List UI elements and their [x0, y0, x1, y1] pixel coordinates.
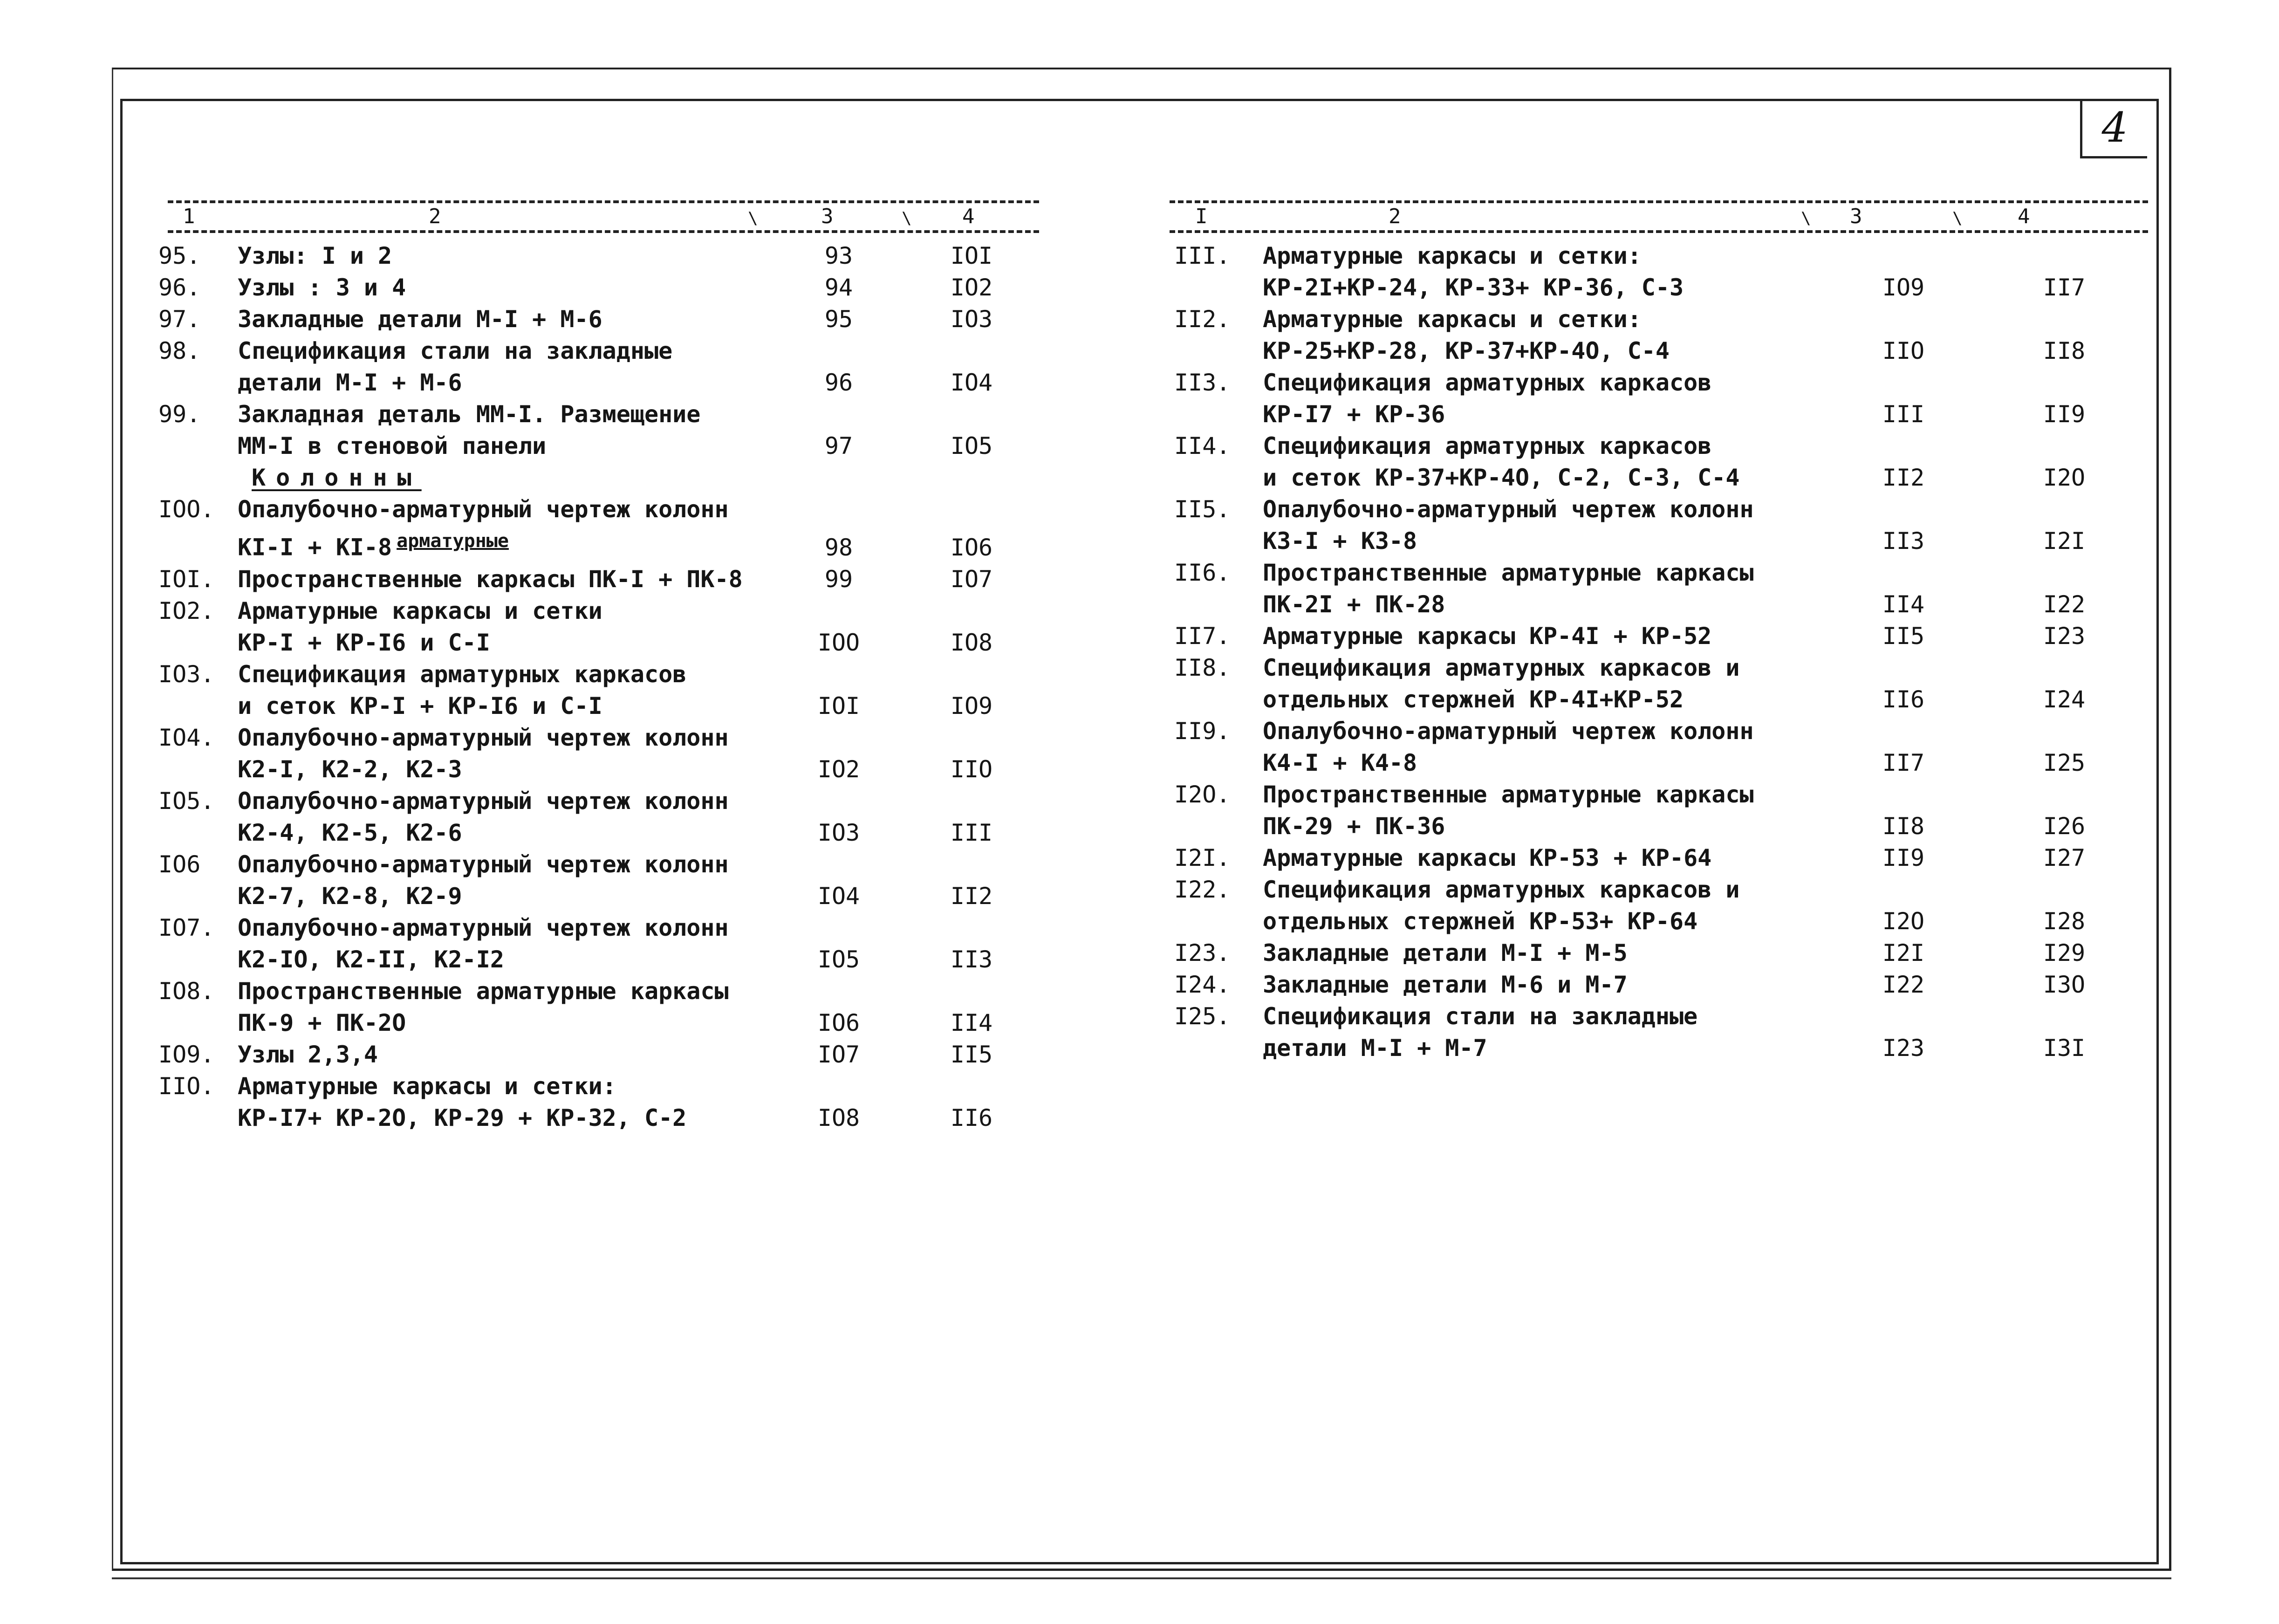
row-number: II5.	[1174, 496, 1231, 523]
left-header-col2: 2	[429, 205, 441, 228]
table-row	[1174, 367, 2153, 430]
title-line: К3-I + К3-8	[1263, 528, 1417, 555]
row-number: IO6	[158, 850, 201, 878]
page-ref: IOI	[950, 242, 993, 269]
page-ref: II7	[2043, 274, 2086, 301]
row-number: I22.	[1174, 876, 1231, 903]
sheet-number: 99	[824, 565, 853, 593]
title-line: Арматурные каркасы КР-4I + КР-52	[1263, 623, 1712, 650]
row-number: IO4.	[158, 724, 215, 751]
page-ref: II4	[950, 1009, 993, 1036]
row-title	[238, 240, 778, 272]
row-number: 96.	[158, 274, 201, 301]
page-ref: I27	[2043, 844, 2086, 871]
title-line: Спецификация арматурных каркасов	[1263, 432, 1712, 459]
sheet-number: II8	[1882, 813, 1925, 840]
page-ref: I23	[2043, 623, 2086, 650]
row-title	[1263, 303, 1831, 367]
left-contents-table	[158, 240, 1044, 1134]
left-table-header: 1 2 \ 3 \ 4	[168, 200, 1039, 233]
table-row	[158, 398, 1044, 462]
table-row	[158, 658, 1044, 722]
row-title	[1263, 1000, 1831, 1064]
sheet-number: IO2	[817, 755, 860, 783]
row-title	[1263, 779, 1831, 842]
row-title	[238, 785, 778, 849]
sheet-number: I2O	[1882, 908, 1925, 935]
row-title	[238, 849, 778, 912]
title-line: К2-4, К2-5, К2-6	[238, 819, 462, 846]
row-number: III.	[1174, 242, 1231, 269]
title-line: КI-I + КI-8	[238, 534, 392, 561]
title-line: Пространственные каркасы ПК-I + ПК-8	[238, 565, 743, 593]
table-row	[158, 785, 1044, 849]
sheet-number: 96	[824, 369, 853, 396]
row-number: II3.	[1174, 369, 1231, 396]
page-ref: I28	[2043, 908, 2086, 935]
page-ref: I2O	[2043, 464, 2086, 491]
title-line: Опалубочно-арматурный чертеж колонн	[1263, 718, 1754, 745]
sheet-number: III	[1882, 401, 1925, 428]
title-line: ПК-2I + ПК-28	[1263, 591, 1445, 618]
sheet-number: IO3	[817, 819, 860, 846]
title-line: Закладные детали М-I + М-5	[1263, 939, 1628, 966]
row-title	[238, 595, 778, 658]
page-ref	[899, 462, 1044, 493]
title-line: Опалубочно-арматурный чертеж колонн	[238, 914, 729, 941]
row-number: I2O.	[1174, 781, 1231, 808]
page-ref: III	[950, 819, 993, 846]
title-line: Пространственные арматурные каркасы	[1263, 781, 1754, 808]
title-line: детали М-I + М-6	[238, 369, 462, 396]
title-line: КР-I + КР-I6 и С-I	[238, 629, 490, 656]
handwritten-note: арматурные	[397, 530, 509, 552]
row-title	[238, 1039, 778, 1070]
sheet-number: IO8	[817, 1104, 860, 1131]
table-row	[158, 595, 1044, 658]
row-number: II2.	[1174, 306, 1231, 333]
row-title	[1263, 874, 1831, 937]
row-number: I25.	[1174, 1003, 1231, 1030]
right-header-col2: 2	[1389, 205, 1401, 228]
page-number: 4	[2101, 103, 2128, 151]
title-line: Закладные детали М-I + М-6	[238, 306, 602, 333]
table-row	[158, 272, 1044, 303]
title-line: отдельных стержней КР-53+ КР-64	[1263, 908, 1698, 935]
title-line: Пространственные арматурные каркасы	[238, 977, 729, 1005]
sheet-number: 98	[824, 534, 853, 561]
title-line: ММ-I в стеновой панели	[238, 432, 547, 459]
row-title	[1263, 969, 1831, 1000]
row-title	[1263, 557, 1831, 620]
table-row	[1174, 779, 2153, 842]
row-number: IOI.	[158, 565, 215, 593]
row-title	[238, 975, 778, 1039]
page-ref: II3	[950, 946, 993, 973]
table-row	[1174, 557, 2153, 620]
row-number: IO2.	[158, 597, 215, 624]
title-line: Спецификация стали на закладные	[238, 337, 673, 364]
title-line: К2-7, К2-8, К2-9	[238, 882, 462, 910]
title-line: Закладные детали М-6 и М-7	[1263, 971, 1628, 998]
row-title	[1263, 493, 1831, 557]
table-row	[1174, 969, 2153, 1000]
section-heading: Колонны	[252, 464, 422, 491]
table-row	[1174, 1000, 2153, 1064]
table-row	[1174, 937, 2153, 969]
title-line: К2-IO, К2-II, К2-I2	[238, 946, 504, 973]
right-header-col1: I	[1195, 205, 1208, 228]
left-header-col3: 3	[821, 205, 834, 228]
row-title	[1263, 430, 1831, 493]
sheet-number: IO9	[1882, 274, 1925, 301]
sheet-number	[778, 462, 899, 493]
sheet-number: II3	[1882, 528, 1925, 555]
row-number: II6.	[1174, 559, 1231, 586]
row-number: IO7.	[158, 914, 215, 941]
row-title	[238, 493, 778, 563]
table-row	[1174, 652, 2153, 715]
row-title	[238, 462, 778, 493]
title-line: Арматурные каркасы и сетки:	[1263, 242, 1642, 269]
table-row	[1174, 874, 2153, 937]
row-number: 97.	[158, 306, 201, 333]
row-title	[1263, 652, 1831, 715]
table-row	[158, 240, 1044, 272]
table-row	[158, 849, 1044, 912]
page-ref: I26	[2043, 813, 2086, 840]
page-ref: IO4	[950, 369, 993, 396]
title-line: КР-2I+КР-24, КР-33+ КР-36, С-3	[1263, 274, 1684, 301]
row-title	[1263, 620, 1831, 652]
title-line: ПК-29 + ПК-36	[1263, 813, 1445, 840]
right-header-col3: 3	[1850, 205, 1862, 228]
sheet-number: II4	[1882, 591, 1925, 618]
row-title	[238, 722, 778, 785]
page-ref: I29	[2043, 939, 2086, 966]
bottom-rule	[112, 1577, 2171, 1579]
row-title	[238, 658, 778, 722]
row-title	[238, 398, 778, 462]
table-row	[1174, 715, 2153, 779]
table-row	[1174, 842, 2153, 874]
sheet-number: II7	[1882, 749, 1925, 776]
title-line: Спецификация арматурных каркасов	[1263, 369, 1712, 396]
sheet-number: 97	[824, 432, 853, 459]
title-line: Опалубочно-арматурный чертеж колонн	[238, 496, 729, 523]
table-row	[1174, 620, 2153, 652]
row-number: II8.	[1174, 654, 1231, 681]
row-number: IIO.	[158, 1072, 215, 1100]
left-header-col4: 4	[962, 205, 975, 228]
title-line: Опалубочно-арматурный чертеж колонн	[238, 787, 729, 815]
title-line: Пространственные арматурные каркасы	[1263, 559, 1754, 586]
table-row	[158, 975, 1044, 1039]
page-ref: II8	[2043, 337, 2086, 364]
page-ref: I24	[2043, 686, 2086, 713]
table-row	[158, 303, 1044, 335]
title-line: КР-I7 + КР-36	[1263, 401, 1445, 428]
row-number: IO9.	[158, 1041, 215, 1068]
right-contents-table	[1174, 240, 2153, 1064]
row-number: IO8.	[158, 977, 215, 1005]
page-ref: I3I	[2043, 1035, 2086, 1062]
title-line: Опалубочно-арматурный чертеж колонн	[238, 850, 729, 878]
title-line: Арматурные каркасы КР-53 + КР-64	[1263, 844, 1712, 871]
row-number: I23.	[1174, 939, 1231, 966]
table-row	[158, 912, 1044, 975]
row-number: II7.	[1174, 623, 1231, 650]
page-ref: II5	[950, 1041, 993, 1068]
row-title	[238, 272, 778, 303]
title-line: Спецификация арматурных каркасов	[238, 660, 687, 688]
table-row	[158, 563, 1044, 595]
left-header-col1: 1	[183, 205, 195, 228]
row-title	[1263, 842, 1831, 874]
row-title	[238, 335, 778, 398]
sheet-number: I2I	[1882, 939, 1925, 966]
sheet-number: II5	[1882, 623, 1925, 650]
page-ref: IIO	[950, 755, 993, 783]
page-ref: I25	[2043, 749, 2086, 776]
sheet-number: 94	[824, 274, 853, 301]
row-title	[1263, 240, 1831, 303]
title-line: Спецификация стали на закладные	[1263, 1003, 1698, 1030]
sheet-number: IO6	[817, 1009, 860, 1036]
table-row	[1174, 303, 2153, 367]
right-table-header: I 2 \ 3 \ 4	[1170, 200, 2148, 233]
sheet-number: I23	[1882, 1035, 1925, 1062]
row-title	[1263, 715, 1831, 779]
row-title	[238, 303, 778, 335]
row-title	[1263, 937, 1831, 969]
title-line: Опалубочно-арматурный чертеж колонн	[238, 724, 729, 751]
row-number: II4.	[1174, 432, 1231, 459]
sheet-number: IOI	[817, 692, 860, 719]
title-line: К2-I, К2-2, К2-3	[238, 755, 462, 783]
row-number	[158, 462, 238, 493]
title-line: и сеток КР-37+КР-4O, С-2, С-3, С-4	[1263, 464, 1740, 491]
page-ref: I3O	[2043, 971, 2086, 998]
title-line: КР-25+КР-28, КР-37+КР-4O, С-4	[1263, 337, 1670, 364]
title-line: детали М-I + М-7	[1263, 1035, 1487, 1062]
title-line: Узлы: I и 2	[238, 242, 392, 269]
title-line: КР-I7+ КР-2O, КР-29 + КР-32, С-2	[238, 1104, 687, 1131]
page-ref: IO7	[950, 565, 993, 593]
page-ref: II6	[950, 1104, 993, 1131]
sheet-number: IO5	[817, 946, 860, 973]
page-ref: IO3	[950, 306, 993, 333]
page-ref: IO9	[950, 692, 993, 719]
title-line: Арматурные каркасы и сетки:	[238, 1072, 616, 1100]
table-row	[158, 462, 1044, 493]
title-line: отдельных стержней КР-4I+КР-52	[1263, 686, 1684, 713]
row-number: II9.	[1174, 718, 1231, 745]
row-title	[238, 1070, 778, 1134]
title-line: Узлы 2,3,4	[238, 1041, 378, 1068]
page-ref: IO6	[950, 534, 993, 561]
sheet-number: 95	[824, 306, 853, 333]
sheet-number: II9	[1882, 844, 1925, 871]
sheet-number: I22	[1882, 971, 1925, 998]
row-number: IOO.	[158, 496, 215, 523]
table-row	[1174, 240, 2153, 303]
sheet-number: IO7	[817, 1041, 860, 1068]
row-title	[238, 912, 778, 975]
table-row	[1174, 493, 2153, 557]
page-ref: I22	[2043, 591, 2086, 618]
sheet-number: II6	[1882, 686, 1925, 713]
title-line: Опалубочно-арматурный чертеж колонн	[1263, 496, 1754, 523]
page-ref: I2I	[2043, 528, 2086, 555]
title-line: Спецификация арматурных каркасов и	[1263, 654, 1740, 681]
table-row	[158, 1039, 1044, 1070]
row-number: 95.	[158, 242, 201, 269]
row-title	[1263, 367, 1831, 430]
row-number: 99.	[158, 401, 201, 428]
sheet-number: 93	[824, 242, 853, 269]
title-line: Спецификация арматурных каркасов и	[1263, 876, 1740, 903]
title-line: Арматурные каркасы и сетки:	[1263, 306, 1642, 333]
row-number: IO3.	[158, 660, 215, 688]
sheet-number: IIO	[1882, 337, 1925, 364]
row-number: IO5.	[158, 787, 215, 815]
row-title	[238, 563, 778, 595]
page-ref: II2	[950, 882, 993, 910]
row-number: 98.	[158, 337, 201, 364]
title-line: К4-I + К4-8	[1263, 749, 1417, 776]
page-ref: IO5	[950, 432, 993, 459]
title-line: Арматурные каркасы и сетки	[238, 597, 602, 624]
table-row	[158, 1070, 1044, 1134]
page-ref: II9	[2043, 401, 2086, 428]
table-row	[158, 493, 1044, 563]
page-number-box	[2080, 99, 2147, 158]
row-number: I24.	[1174, 971, 1231, 998]
sheet-number: II2	[1882, 464, 1925, 491]
table-row	[158, 722, 1044, 785]
page-ref: IO8	[950, 629, 993, 656]
row-number: I2I.	[1174, 844, 1231, 871]
table-row	[158, 335, 1044, 398]
title-line: Узлы : 3 и 4	[238, 274, 406, 301]
page-ref: IO2	[950, 274, 993, 301]
table-row	[1174, 430, 2153, 493]
right-header-col4: 4	[2018, 205, 2030, 228]
sheet-number: IO4	[817, 882, 860, 910]
title-line: и сеток КР-I + КР-I6 и С-I	[238, 692, 602, 719]
sheet-number: IOO	[817, 629, 860, 656]
title-line: ПК-9 + ПК-2O	[238, 1009, 406, 1036]
title-line: Закладная деталь ММ-I. Размещение	[238, 401, 701, 428]
